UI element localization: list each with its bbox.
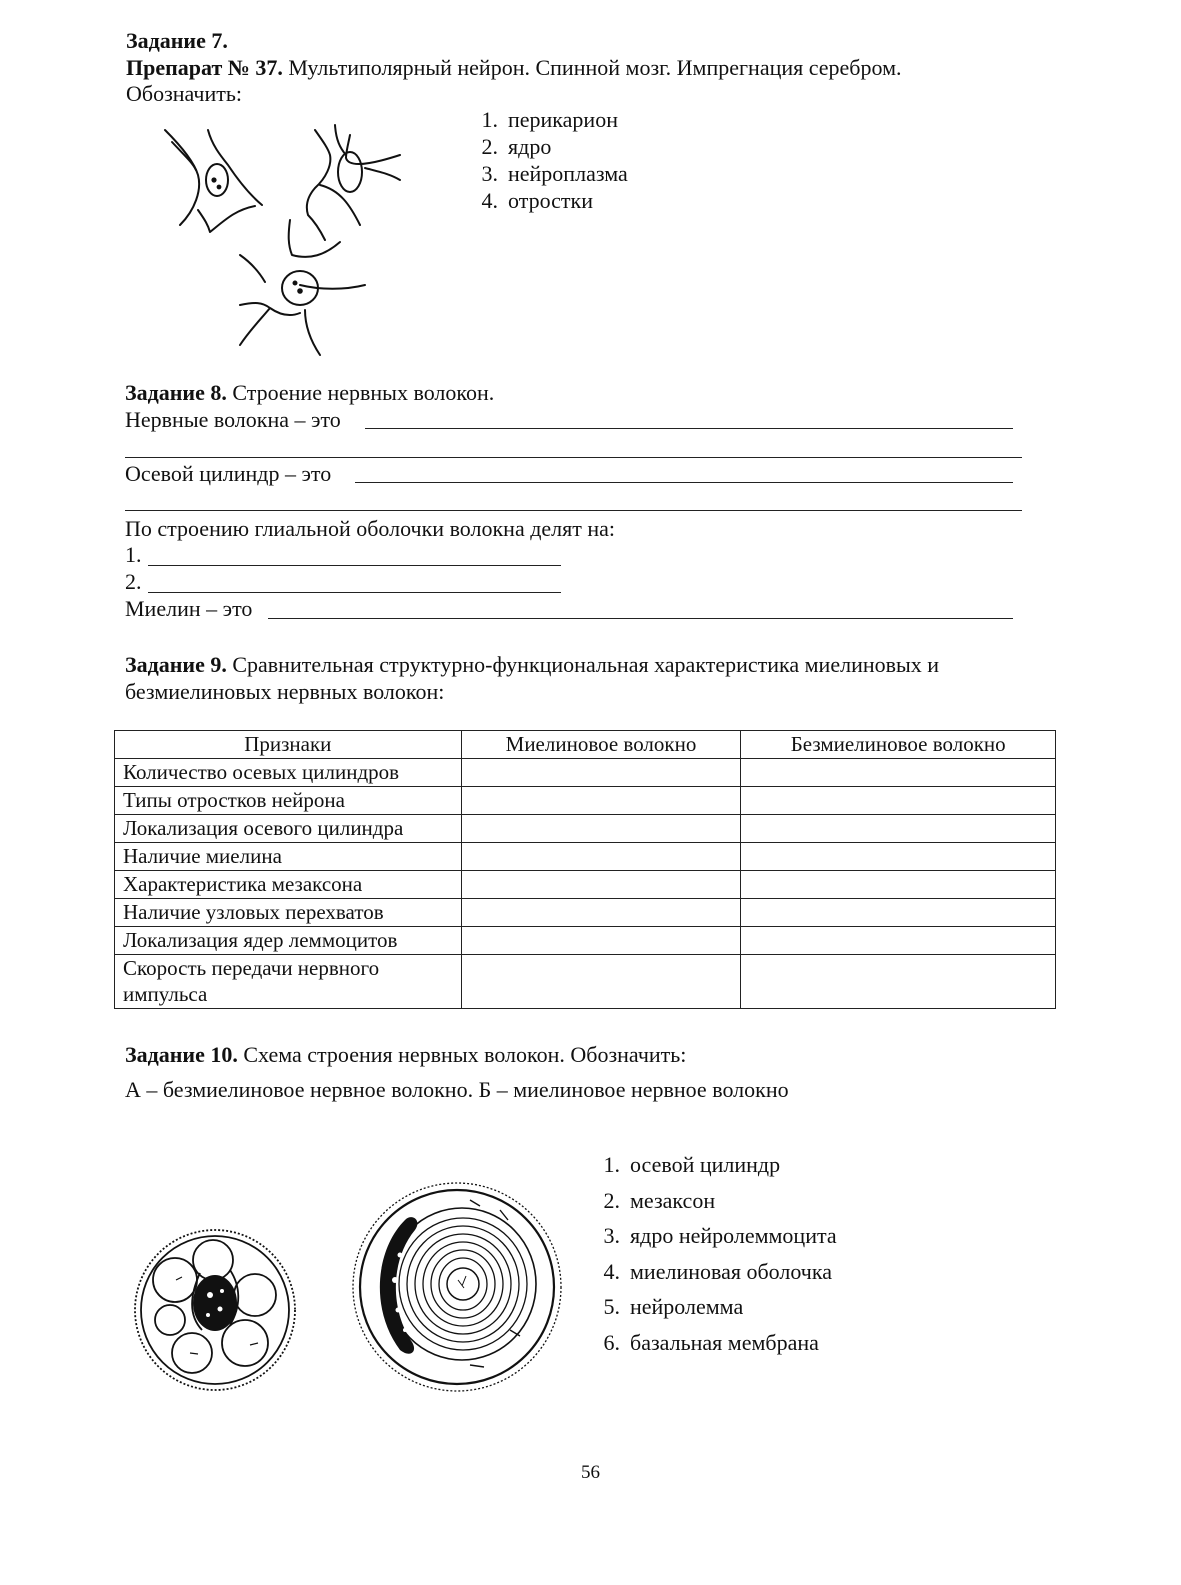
task7-title: Задание 7.	[126, 28, 228, 53]
row-label: Локализация ядер леммоцитов	[115, 927, 462, 955]
task10-subtitle: Схема строения нервных волокон. Обозначить:	[243, 1042, 687, 1067]
row-label: Наличие узловых перехватов	[115, 899, 462, 927]
list-item: 1. осевой цилиндр	[603, 1152, 781, 1177]
task10-label-list	[590, 1147, 837, 1360]
header-unmyelinated: Безмиелиновое волокно	[741, 731, 1056, 759]
list-item: 3. нейроплазма	[481, 161, 628, 186]
table-row	[115, 871, 1056, 899]
row-label: Наличие миелина	[115, 843, 462, 871]
task10-legend: А – безмиелиновое нервное волокно. Б – миелиновое нервное волокно	[125, 1077, 789, 1102]
unmyelinated-fiber-diagram	[130, 1225, 300, 1395]
list-item: 4. миелиновая оболочка	[603, 1258, 832, 1284]
list-item: 3. ядро нейролеммоцита	[603, 1223, 837, 1248]
list-item: 2. мезаксон	[603, 1187, 716, 1213]
task7-instruction: Обозначить:	[126, 81, 243, 106]
answer-cell[interactable]	[461, 871, 741, 899]
glial-item-1-label: 1.	[125, 542, 142, 567]
axis-definition-label: Осевой цилиндр – это	[125, 461, 332, 486]
task9-heading	[125, 652, 939, 678]
row-label: Характеристика мезаксона	[115, 871, 462, 899]
task7-specimen-line	[126, 55, 902, 81]
table-row	[115, 787, 1056, 815]
glial-item-2-blank[interactable]	[148, 592, 561, 593]
task8-subtitle: Строение нервных волокон.	[232, 380, 495, 405]
row-label: Скорость передачи нервного импульса	[115, 955, 462, 1009]
myelinated-fiber-diagram	[350, 1180, 565, 1395]
table-row	[115, 927, 1056, 955]
task10-heading	[125, 1042, 686, 1068]
table-header-row	[115, 731, 1056, 759]
myelin-definition-label: Миелин – это	[125, 596, 253, 621]
task9-title: Задание 9.	[125, 652, 227, 677]
answer-cell[interactable]	[741, 899, 1056, 927]
table-row	[115, 843, 1056, 871]
axis-definition-blank-2[interactable]	[125, 510, 1022, 511]
list-item: 2. ядро	[481, 134, 552, 159]
answer-cell[interactable]	[461, 927, 741, 955]
answer-cell[interactable]	[741, 815, 1056, 843]
list-item: 1. перикарион	[481, 107, 618, 132]
answer-cell[interactable]	[741, 871, 1056, 899]
answer-cell[interactable]	[741, 843, 1056, 871]
answer-cell[interactable]	[461, 787, 741, 815]
page-number: 56	[581, 1462, 600, 1483]
row-label: Количество осевых цилиндров	[115, 759, 462, 787]
header-features: Признаки	[115, 731, 462, 759]
list-item: 5. нейролемма	[603, 1294, 744, 1319]
fiber-definition-blank[interactable]	[365, 428, 1013, 429]
table-row	[115, 759, 1056, 787]
answer-cell[interactable]	[741, 787, 1056, 815]
task10-title: Задание 10.	[125, 1042, 238, 1067]
task9-text-line1: Сравнительная структурно-функциональная характеристика миелиновых и	[232, 652, 940, 677]
row-label: Локализация осевого цилиндра	[115, 815, 462, 843]
task8-heading	[125, 380, 494, 406]
fiber-definition-blank-2[interactable]	[125, 457, 1022, 458]
header-myelinated: Миелиновое волокно	[461, 731, 741, 759]
answer-cell[interactable]	[461, 899, 741, 927]
axis-definition-blank[interactable]	[355, 482, 1013, 483]
answer-cell[interactable]	[741, 759, 1056, 787]
task8-title: Задание 8.	[125, 380, 227, 405]
list-item: 6. базальная мембрана	[603, 1329, 819, 1355]
table-row	[115, 815, 1056, 843]
fiber-definition-label: Нервные волокна – это	[125, 407, 341, 432]
task7-specimen-label: Препарат № 37.	[126, 55, 283, 80]
task9-text-line2: безмиелиновых нервных волокон:	[125, 679, 445, 704]
answer-cell[interactable]	[741, 927, 1056, 955]
answer-cell[interactable]	[461, 955, 741, 1009]
glial-item-2-label: 2.	[125, 569, 142, 594]
table-row	[115, 899, 1056, 927]
glial-classification-prompt: По строению глиальной оболочки волокна делят на:	[125, 516, 616, 541]
table-row	[115, 955, 1056, 1009]
answer-cell[interactable]	[461, 843, 741, 871]
task7-label-list	[468, 106, 628, 214]
task7-specimen-text: Мультиполярный нейрон. Спинной мозг. Импрегнация серебром.	[288, 55, 902, 80]
row-label: Типы отростков нейрона	[115, 787, 462, 815]
myelin-definition-blank[interactable]	[268, 618, 1013, 619]
list-item: 4. отростки	[481, 188, 593, 213]
answer-cell[interactable]	[461, 759, 741, 787]
neuron-drawing	[150, 110, 410, 360]
answer-cell[interactable]	[741, 955, 1056, 1009]
comparison-table	[114, 730, 1056, 1009]
answer-cell[interactable]	[461, 815, 741, 843]
glial-item-1-blank[interactable]	[148, 565, 561, 566]
